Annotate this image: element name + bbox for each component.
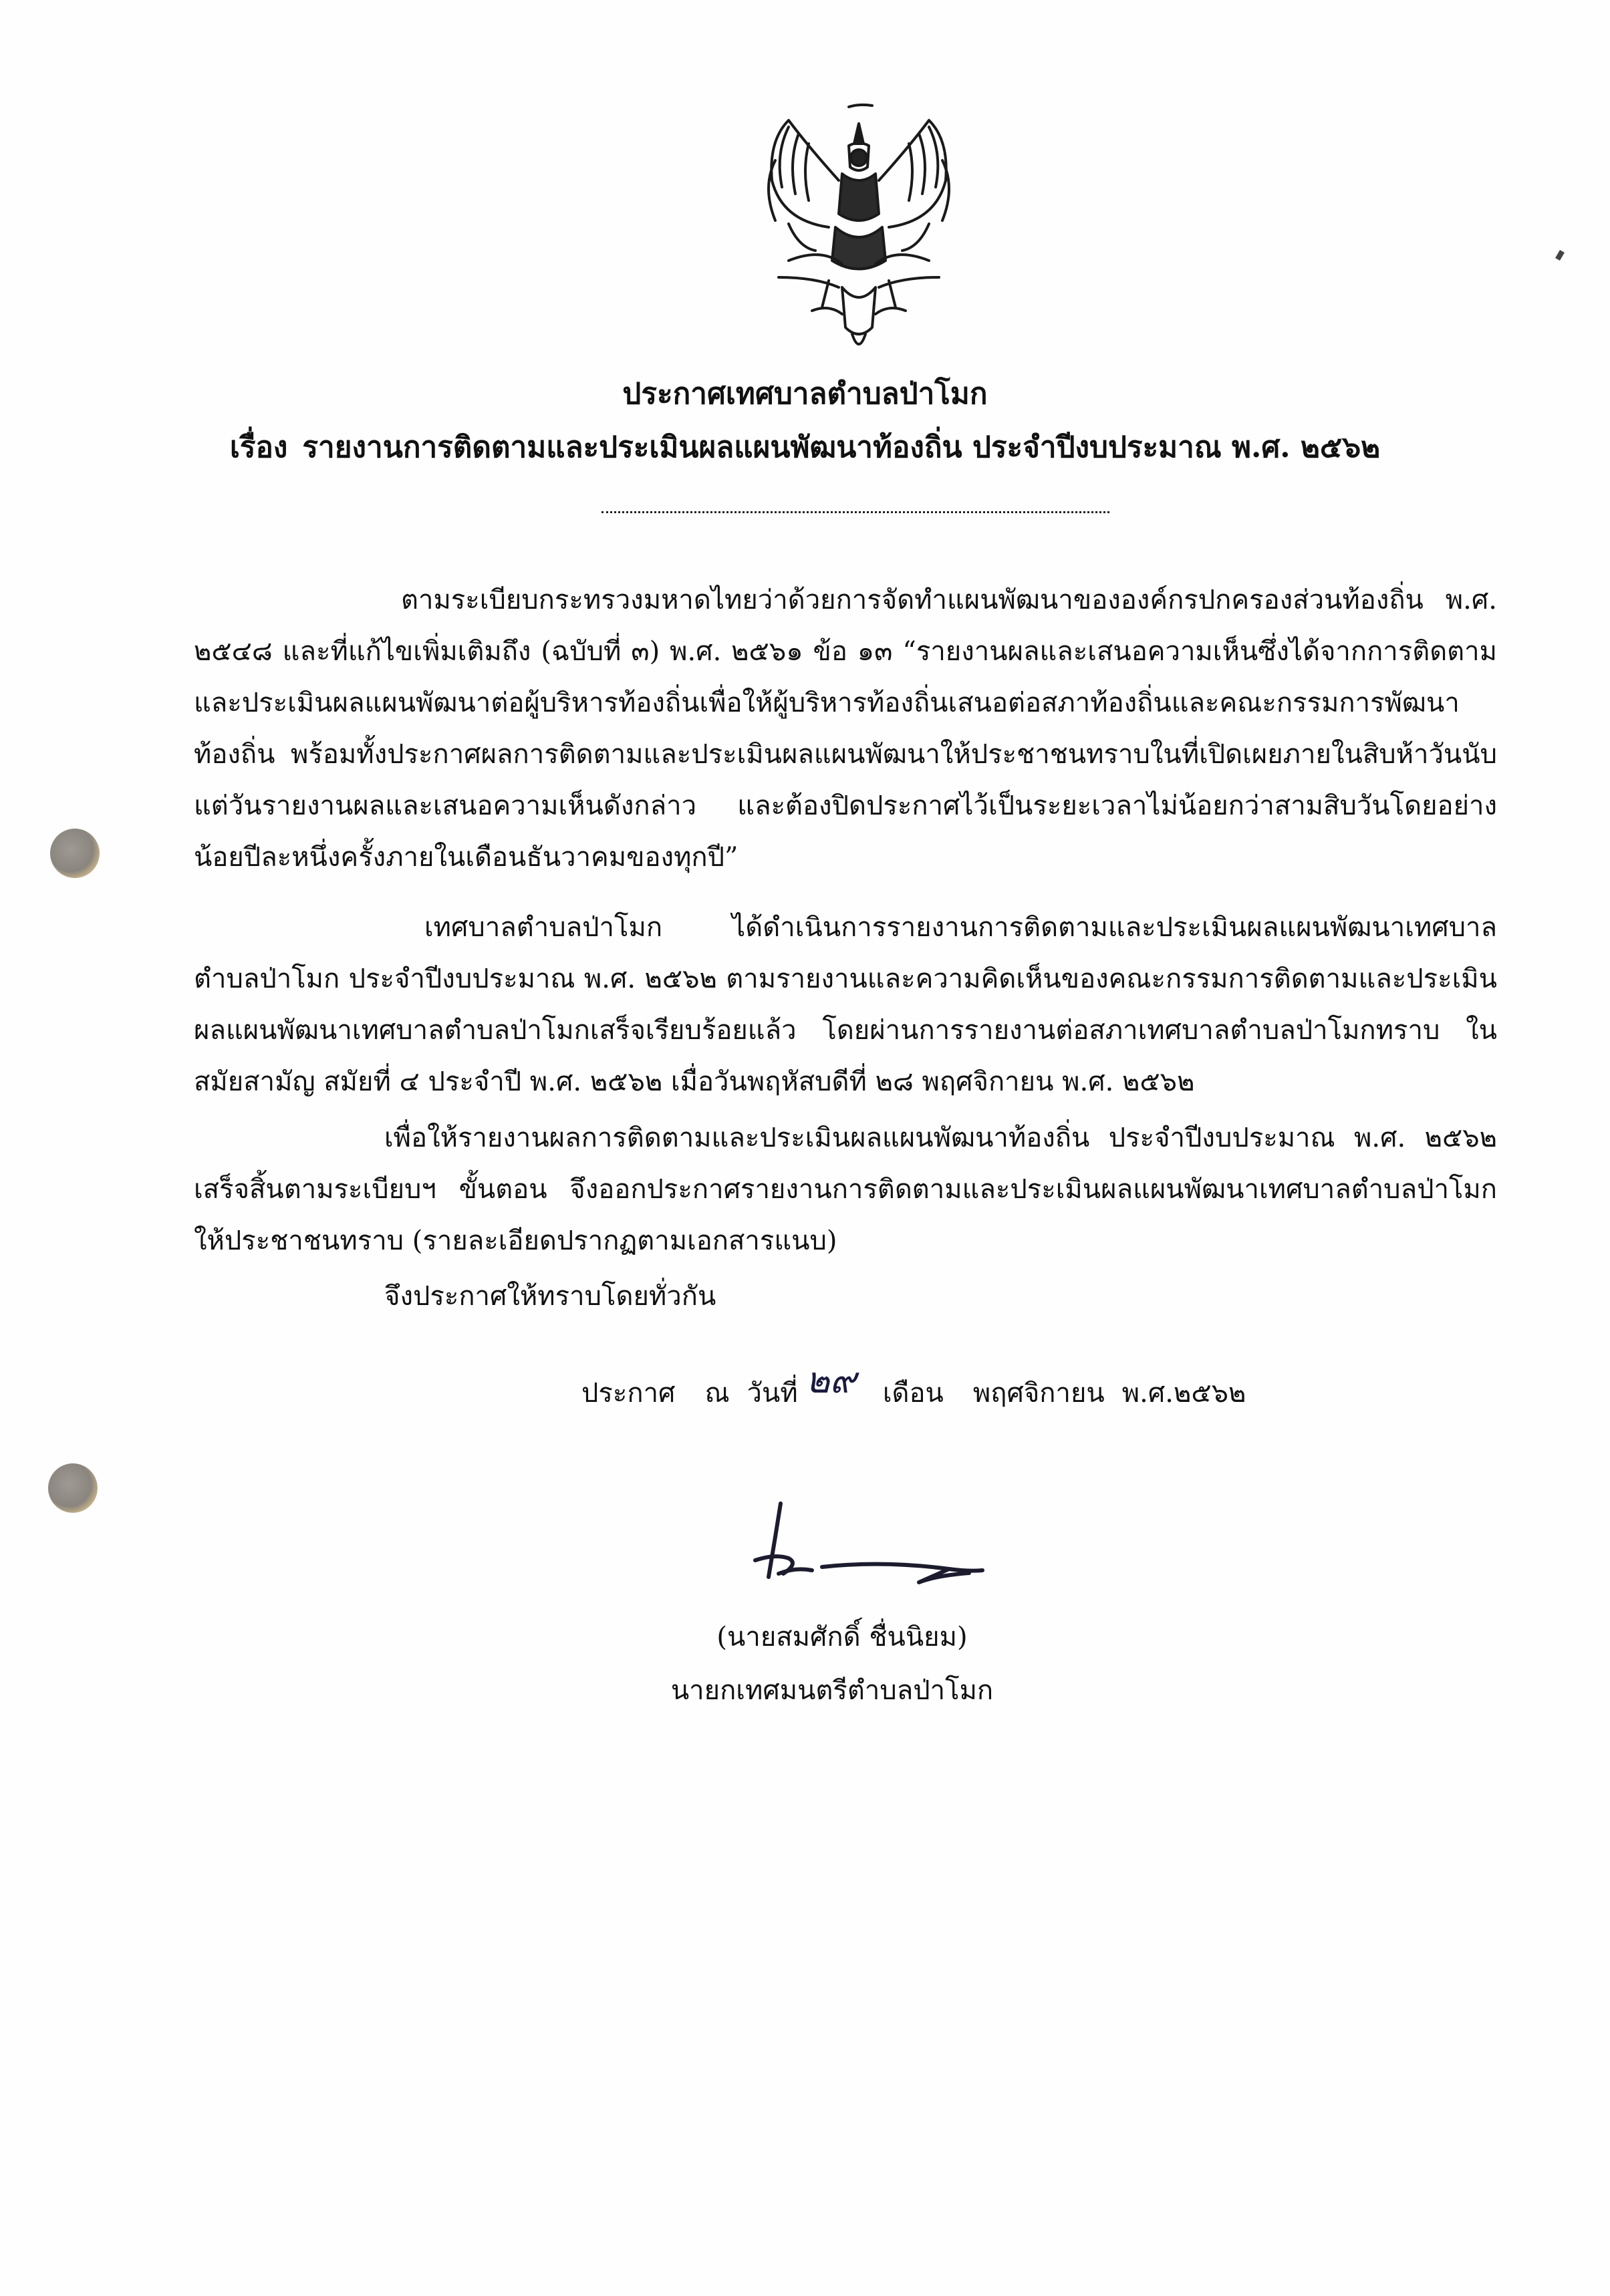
date-year: พ.ศ.๒๕๖๒	[1121, 1378, 1246, 1409]
garuda-emblem-icon	[749, 94, 969, 361]
closing-statement: จึงประกาศให้ทราบโดยทั่วกัน	[384, 1281, 716, 1312]
signer-title: นายกเทศมนตรีตำบลป่าโมก	[670, 1675, 994, 1706]
date-day-label: วันที่	[747, 1378, 798, 1409]
announcement-title: ประกาศเทศบาลตำบลป่าโมก	[622, 377, 988, 411]
body-paragraph-action: เทศบาลตำบลป่าโมก ได้ดำเนินการรายงานการติดตามและประเมินผลแผนพัฒนาเทศบาลตำบลป่าโมก ประจำปีงบประมาณ พ.ศ. ๒๕๖๒ ตามรายงานและความคิดเห็นของคณะกรรมการติดตามและประเมินผลแผนพัฒนาเทศบาลตำบลป่าโมกเสร็จเรียบร้อยแล้ว โดยผ่านการรายงานต่อสภาเทศบาลตำบลป่าโมกทราบ ในสมัยสามัญ สมัยที่ ๔ ประจำปี พ.ศ. ๒๕๖๒ เมื่อวันพฤหัสบดีที่ ๒๘ พฤศจิกายน พ.ศ. ๒๕๖๒	[194, 912, 1497, 1097]
date-day-handwritten: ๒๙	[805, 1359, 856, 1401]
signer-name: (นายสมศักดิ์ ชื่นนิยม)	[716, 1622, 968, 1653]
body-paragraph-regulation: ตามระเบียบกระทรวงมหาดไทยว่าด้วยการจัดทำแผนพัฒนาขององค์กรปกครองส่วนท้องถิ่น พ.ศ. ๒๕๔๘ และที่แก้ไขเพิ่มเติมถึง (ฉบับที่ ๓) พ.ศ. ๒๕๖๑ ข้อ ๑๓ “รายงานผลและเสนอความเห็นซึ่งได้จากการติดตามและประเมินผลแผนพัฒนาต่อผู้บริหารท้องถิ่นเพื่อให้ผู้บริหารท้องถิ่นเสนอต่อสภาท้องถิ่นและคณะกรรมการพัฒนาท้องถิ่น พร้อมทั้งประกาศผลการติดตามและประเมินผลแผนพัฒนาให้ประชาชนทราบในที่เปิดเผยภายในสิบห้าวันนับแต่วันรายงานผลและเสนอความเห็นดังกล่าว และต้องปิดประกาศไว้เป็นระยะเวลาไม่น้อยกว่าสามสิบวันโดยอย่างน้อยปีละหนึ่งครั้งภายในเดือนธันวาคมของทุกปี”	[194, 585, 1497, 873]
date-prefix: ประกาศ	[581, 1378, 676, 1409]
date-at: ณ	[704, 1378, 730, 1409]
body-paragraph-purpose: เพื่อให้รายงานผลการติดตามและประเมินผลแผนพัฒนาท้องถิ่น ประจำปีงบประมาณ พ.ศ. ๒๕๖๒ เสร็จสิ้นตามระเบียบฯ ขั้นตอน จึงออกประกาศรายงานการติดตามและประเมินผลแผนพัฒนาเทศบาลตำบลป่าโมกให้ประชาชนทราบ (รายละเอียดปรากฏตามเอกสารแนบ)	[194, 1123, 1498, 1256]
announcement-date	[581, 1359, 1246, 1417]
signature-scribble-icon	[749, 1497, 1002, 1610]
punch-hole-top	[50, 829, 100, 878]
announcement-subject	[134, 428, 1476, 468]
paper-speck	[1555, 250, 1565, 261]
date-month: พฤศจิกายน	[972, 1378, 1105, 1409]
title-divider	[601, 511, 1109, 513]
punch-hole-bottom	[48, 1463, 98, 1513]
date-month-label: เดือน	[882, 1378, 944, 1409]
subject-label: เรื่อง	[229, 430, 288, 464]
subject-text: รายงานการติดตามและประเมินผลแผนพัฒนาท้องถิ่น ประจำปีงบประมาณ พ.ศ. ๒๕๖๒	[302, 430, 1381, 464]
